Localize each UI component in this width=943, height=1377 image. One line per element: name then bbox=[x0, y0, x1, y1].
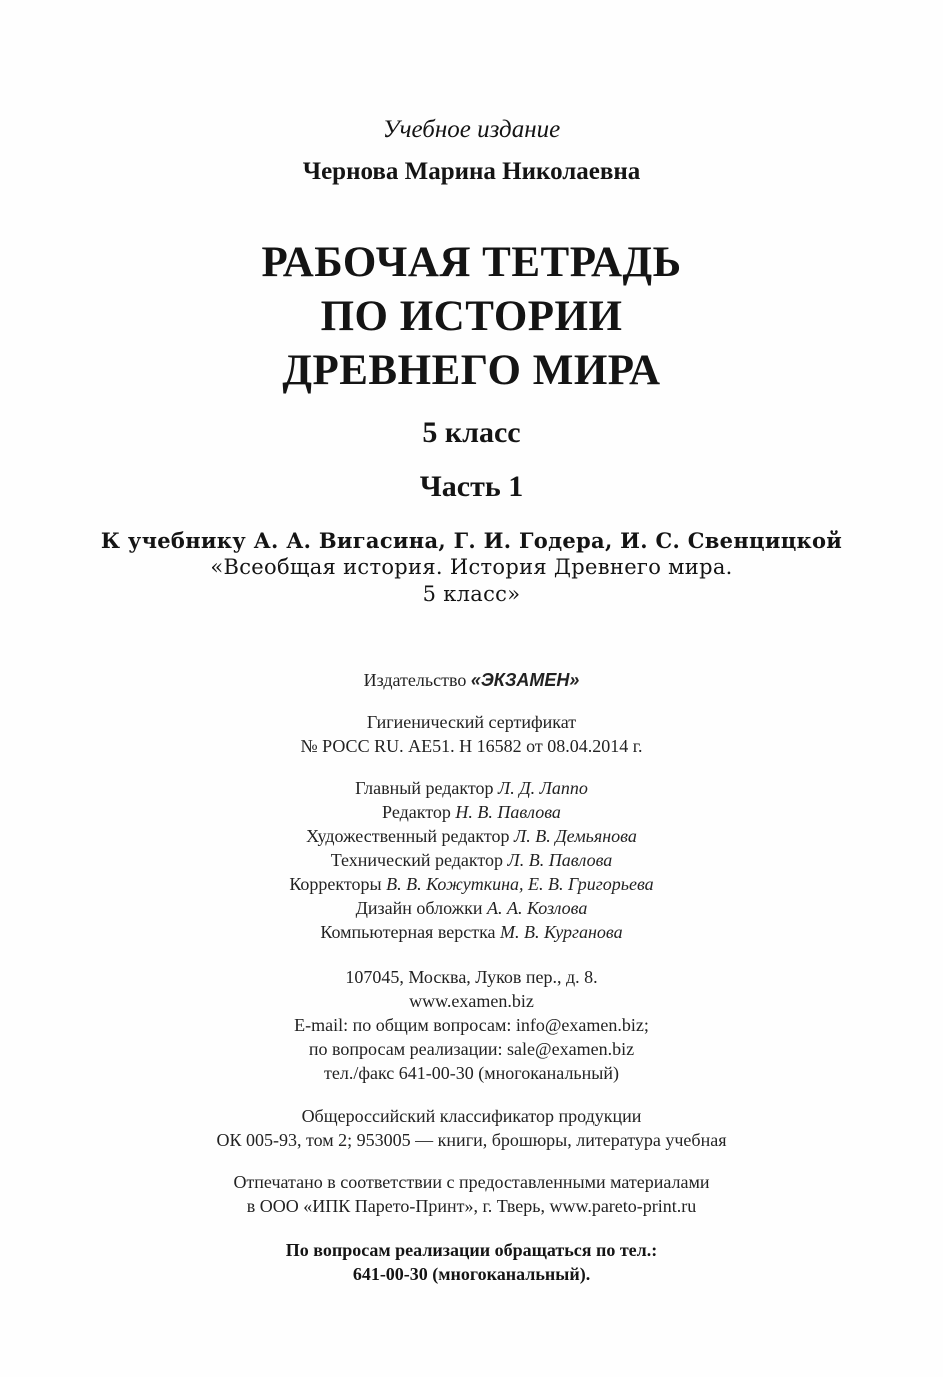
staff-name: М. В. Курганова bbox=[500, 922, 623, 942]
staff-role: Технический редактор bbox=[330, 850, 504, 870]
classifier-line: ОК 005-93, том 2; 953005 — книги, брошюры, литература учебная bbox=[216, 1130, 727, 1150]
staff-name: Л. В. Демьянова bbox=[514, 826, 637, 846]
printing-line: Отпечатано в соответствии с предоставленными материалами bbox=[233, 1172, 710, 1192]
publisher-address bbox=[0, 965, 943, 1085]
staff-role: Главный редактор bbox=[355, 778, 494, 798]
part-label: Часть 1 bbox=[419, 470, 524, 503]
phone-line: тел./факс 641-00-30 (многоканальный) bbox=[323, 1063, 619, 1083]
sales-line: 641-00-30 (многоканальный). bbox=[352, 1264, 591, 1284]
product-classifier bbox=[0, 1104, 943, 1152]
textbook-line: К учебнику А. А. Вигасина, Г. И. Годера, И. С. Свенцицкой bbox=[100, 528, 843, 553]
certificate-line: Гигиенический сертификат bbox=[366, 712, 577, 732]
staff-role: Дизайн обложки bbox=[355, 898, 483, 918]
staff-row bbox=[0, 872, 943, 896]
edition-type: Учебное издание bbox=[382, 116, 561, 143]
staff-row bbox=[0, 848, 943, 872]
grade-label: 5 класс bbox=[422, 416, 521, 449]
staff-row bbox=[0, 776, 943, 800]
staff-name: Н. В. Павлова bbox=[455, 802, 561, 822]
staff-name: Л. Д. Лаппо bbox=[498, 778, 588, 798]
sales-contact bbox=[0, 1238, 943, 1286]
sales-line: По вопросам реализации обращаться по тел.: bbox=[285, 1240, 658, 1260]
email-line: по вопросам реализации: sale@examen.biz bbox=[308, 1039, 635, 1059]
email-line: E-mail: по общим вопросам: info@examen.biz; bbox=[294, 1015, 649, 1035]
hygiene-certificate bbox=[0, 710, 943, 758]
staff-role: Корректоры bbox=[289, 874, 382, 894]
classifier-line: Общероссийский классификатор продукции bbox=[301, 1106, 642, 1126]
website-link: www.examen.biz bbox=[409, 991, 534, 1011]
certificate-line: № РОСС RU. АЕ51. Н 16582 от 08.04.2014 г. bbox=[300, 736, 643, 756]
author-name: Чернова Марина Николаевна bbox=[302, 158, 641, 185]
staff-name: Л. В. Павлова bbox=[507, 850, 613, 870]
staff-role: Компьютерная верстка bbox=[320, 922, 496, 942]
staff-row bbox=[0, 920, 943, 944]
textbook-reference bbox=[0, 527, 943, 608]
publisher-name: «ЭКЗАМЕН» bbox=[470, 670, 580, 690]
textbook-line: «Всеобщая история. История Древнего мира. bbox=[210, 555, 733, 579]
title-line: РАБОЧАЯ ТЕТРАДЬ bbox=[261, 239, 682, 286]
publisher-label: Издательство bbox=[363, 670, 467, 690]
staff-role: Художественный редактор bbox=[306, 826, 510, 846]
staff-row bbox=[0, 800, 943, 824]
textbook-line: 5 класс» bbox=[422, 582, 521, 606]
book-title bbox=[0, 236, 943, 398]
staff-name: А. А. Козлова bbox=[486, 898, 588, 918]
staff-name: В. В. Кожуткина, Е. В. Григорьева bbox=[386, 874, 654, 894]
publisher-line bbox=[0, 668, 943, 692]
address-line: 107045, Москва, Луков пер., д. 8. bbox=[345, 967, 598, 987]
printing-line: в ООО «ИПК Парето-Принт», г. Тверь, www.pareto-print.ru bbox=[246, 1196, 697, 1216]
staff-row bbox=[0, 896, 943, 920]
title-line: ДРЕВНЕГО МИРА bbox=[282, 347, 661, 394]
printing-info bbox=[0, 1170, 943, 1218]
staff-row bbox=[0, 824, 943, 848]
staff-credits bbox=[0, 776, 943, 944]
staff-role: Редактор bbox=[382, 802, 451, 822]
title-line: ПО ИСТОРИИ bbox=[320, 293, 623, 340]
